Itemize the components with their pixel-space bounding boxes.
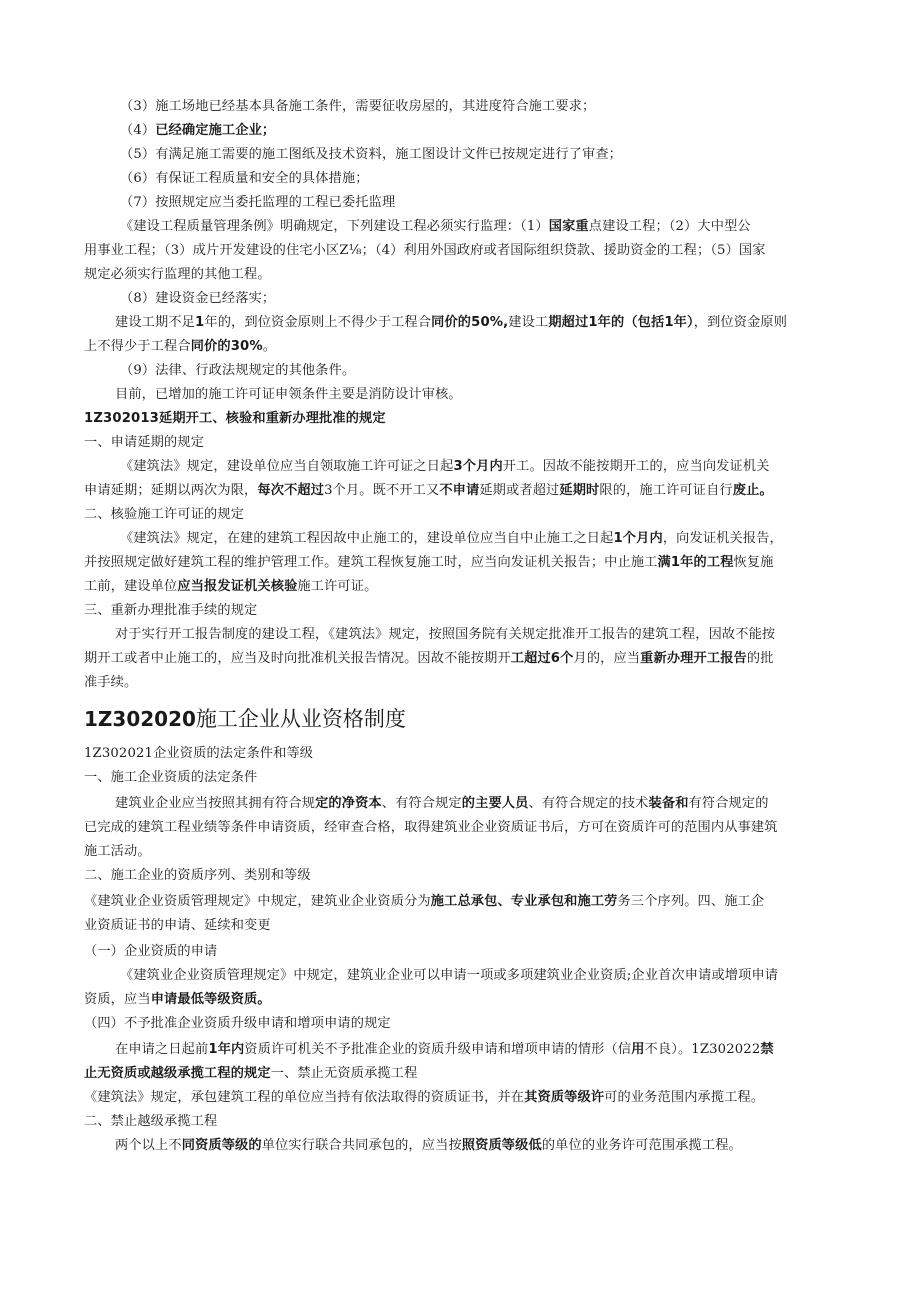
text-segment: 两个以上不 <box>115 1138 182 1153</box>
text-segment: 、有符合规定 <box>381 796 462 811</box>
text-segment: 《建筑法》规定，在建的建筑工程因故中止施工的，建设单位应当自中止施工之日起 <box>120 531 614 546</box>
text-line <box>84 768 257 788</box>
text-line <box>120 145 622 165</box>
text-segment: 目前，已增加的施工许可证申领条件主要是消防设计审核。 <box>115 387 462 402</box>
text-line <box>120 966 778 986</box>
text-line <box>84 673 137 693</box>
text-segment: 建设工期不足 <box>115 315 196 330</box>
bold-text-segment: 用 <box>631 1042 645 1057</box>
text-line <box>84 1064 417 1084</box>
text-segment: 、有符合规定的技术 <box>528 796 649 811</box>
bold-text-segment: 同资质等级的 <box>181 1138 262 1153</box>
text-segment: ，向发证机关报告， <box>662 531 783 546</box>
bold-text-segment: 同价的50%, <box>431 315 509 330</box>
text-line <box>84 990 271 1010</box>
text-line <box>84 1112 217 1132</box>
text-line <box>84 265 271 285</box>
section-heading <box>84 706 406 732</box>
text-segment: 二、施工企业的资质序列、类别和等级 <box>84 868 311 883</box>
text-segment: 《建设工程质量管理条例》明确规定，下列建设工程必须实行监理：（1） <box>120 219 549 234</box>
text-segment: 有符合规定的 <box>688 796 769 811</box>
text-segment: 《建筑业企业资质管理规定》中规定，建筑业企业资质分为 <box>84 894 431 909</box>
text-line <box>120 97 595 117</box>
text-line <box>120 121 275 141</box>
text-segment: 并按照规定做好建筑工程的维护管理工作。建筑工程恢复施工时，应当向发证机关报告；中止施工 <box>84 555 658 570</box>
text-line <box>115 625 775 645</box>
text-segment: 一、禁止无资质承揽工程 <box>270 1066 418 1081</box>
bold-text-segment: 其资质等级许 <box>524 1090 605 1105</box>
text-line <box>84 601 257 621</box>
text-segment: 规定必须实行监理的其他工程。 <box>84 267 271 282</box>
text-segment: 限的，施工许可证自行 <box>599 483 733 498</box>
text-line <box>120 289 275 309</box>
text-segment: 资质许可机关不予批准企业的资质升级申请和增项申请的情形（信 <box>244 1042 632 1057</box>
text-segment: 上不得少于工程合 <box>84 339 191 354</box>
text-line <box>120 361 355 381</box>
text-segment: 准手续。 <box>84 675 138 690</box>
bold-text-segment: 延期时 <box>559 483 600 498</box>
text-segment: 二、禁止越级承揽工程 <box>84 1114 218 1129</box>
text-segment: （4） <box>120 123 156 138</box>
text-segment: （一）企业资质的申请 <box>84 944 218 959</box>
text-line <box>120 457 770 477</box>
text-line <box>84 744 313 764</box>
text-segment: 已完成的建筑工程业绩等条件申请资质，经审查合格，取得建筑业企业资质证书后，方可在资质许可的范围内从事建筑 <box>84 820 778 835</box>
bold-text-segment: 1Z302013 <box>84 411 159 426</box>
text-line <box>84 866 311 886</box>
text-segment: （四）不予批准企业资质升级申请和增项申请的规定 <box>84 1016 391 1031</box>
section-heading-code: 1Z302020 <box>84 707 196 731</box>
text-segment: 不良）。1Z302022 <box>644 1042 761 1057</box>
text-segment: 年的，到位资金原则上不得少于工程合 <box>204 315 432 330</box>
text-segment: 用事业工程；（3）成片开发建设的住宅小区Z⅛；（4）利用外国政府或者国际组织贷款、援助资金的工程；（5）国家 <box>84 243 766 258</box>
bold-text-segment: 3个月内 <box>453 459 503 474</box>
text-line <box>84 433 204 453</box>
bold-text-segment: 不申请 <box>439 483 480 498</box>
bold-text-segment: 装备和 <box>648 796 689 811</box>
text-line <box>84 892 764 912</box>
bold-text-segment: 满1年的工程 <box>657 555 734 570</box>
text-segment: 开工。因故不能按期开工的，应当向发证机关 <box>502 459 770 474</box>
text-line <box>84 409 386 429</box>
text-line <box>115 1136 742 1156</box>
bold-text-segment: 的主要人员 <box>461 796 529 811</box>
text-segment: 。 <box>262 339 277 354</box>
text-line <box>120 529 783 549</box>
bold-text-segment: 已经确定施工企业； <box>155 123 276 138</box>
text-segment: （9）法律、行政法规规定的其他条件。 <box>120 363 356 378</box>
text-segment: 资质，应当 <box>84 992 151 1007</box>
text-line <box>115 385 462 405</box>
text-segment: 一、申请延期的规定 <box>84 435 205 450</box>
text-line <box>84 553 774 573</box>
text-segment: （7）按照规定应当委托监理的工程已委托监理 <box>120 195 396 210</box>
text-line <box>84 241 766 261</box>
text-line <box>120 193 395 213</box>
text-line <box>84 577 377 597</box>
bold-text-segment: 同价的30% <box>190 339 263 354</box>
text-segment: ，到位资金原则 <box>693 315 788 330</box>
text-line <box>84 505 244 525</box>
text-segment: 《建筑法》规定，建设单位应当自领取施工许可证之日起 <box>120 459 454 474</box>
text-segment: 点建设工程；（2）大中型公 <box>588 219 751 234</box>
text-segment: 延期或者超过 <box>479 483 560 498</box>
bold-text-segment: 期超过1年的（包括1年） <box>548 315 694 330</box>
text-segment: 施工许可证。 <box>297 579 378 594</box>
text-line <box>84 842 151 862</box>
text-segment: 3个月。既不开工又 <box>324 483 440 498</box>
text-segment: 1Z302021企业资质的法定条件和等级 <box>84 746 314 761</box>
text-segment: 工前，建设单位 <box>84 579 178 594</box>
text-line <box>115 794 769 814</box>
bold-text-segment: 延期开工、核验和重新办理批准的规定 <box>159 411 386 426</box>
text-segment: 一、施工企业资质的法定条件 <box>84 770 258 785</box>
text-line <box>84 916 271 936</box>
text-line <box>84 1088 764 1108</box>
text-segment: 单位实行联合共同承包的，应当按 <box>261 1138 462 1153</box>
bold-text-segment: 1年内 <box>208 1042 245 1057</box>
bold-text-segment: 1 <box>195 315 205 330</box>
text-line <box>120 169 369 189</box>
bold-text-segment: 施工总承包、专业承包和施工劳 <box>430 894 618 909</box>
text-segment: （5）有满足施工需要的施工图纸及技术资料，施工图设计文件已按规定进行了审查； <box>120 147 623 162</box>
text-segment: 施工活动。 <box>84 844 151 859</box>
text-segment: 月的，应当 <box>573 651 641 666</box>
bold-text-segment: 应当报发证机关核验 <box>177 579 298 594</box>
text-segment: 可的业务范围内承揽工程。 <box>604 1090 765 1105</box>
text-line <box>84 818 778 838</box>
text-line <box>84 337 276 357</box>
text-segment: 《建筑业企业资质管理规定》中规定，建筑业企业可以申请一项或多项建筑业企业资质;企业首次申请或增项申请 <box>120 968 779 983</box>
text-line <box>120 217 751 237</box>
bold-text-segment: 照资质等级低 <box>461 1138 542 1153</box>
text-segment: 三、重新办理批准手续的规定 <box>84 603 258 618</box>
bold-text-segment: 工超过6个 <box>510 651 574 666</box>
bold-text-segment: 止无资质或越级承揽工程的规定 <box>84 1066 271 1081</box>
bold-text-segment: 废止。 <box>732 483 773 498</box>
text-line <box>84 942 217 962</box>
bold-text-segment: 禁 <box>760 1042 774 1057</box>
text-segment: 申请延期；延期以两次为限， <box>84 483 258 498</box>
section-heading-title: 施工企业从业资格制度 <box>195 707 406 731</box>
bold-text-segment: 国家重 <box>548 219 589 234</box>
text-segment: （6）有保证工程质量和安全的具体措施； <box>120 171 369 186</box>
text-segment: 建设工 <box>508 315 549 330</box>
text-segment: 对于实行开工报告制度的建设工程，《建筑法》规定，按照国务院有关规定批准开工报告的建筑工程，因故不能按 <box>115 627 776 642</box>
text-segment: 业资质证书的申请、延续和变更 <box>84 918 271 933</box>
text-segment: （8）建设资金已经落实； <box>120 291 276 306</box>
text-segment: 期开工或者中止施工的，应当及时向批准机关报告情况。因故不能按期开 <box>84 651 511 666</box>
bold-text-segment: 申请最低等级资质。 <box>150 992 271 1007</box>
text-line <box>115 313 787 333</box>
text-segment: 二、核验施工许可证的规定 <box>84 507 245 522</box>
bold-text-segment: 定的净资本 <box>315 796 382 811</box>
text-line <box>115 1040 774 1060</box>
text-segment: 务三个序列。四、施工企 <box>617 894 765 909</box>
text-segment: （3）施工场地已经基本具备施工条件，需要征收房屋的，其进度符合施工要求； <box>120 99 596 114</box>
text-line <box>84 1014 391 1034</box>
text-segment: 的批 <box>746 651 774 666</box>
text-line <box>84 481 773 501</box>
text-line <box>84 649 774 669</box>
text-segment: 建筑业企业应当按照其拥有符合规 <box>115 796 316 811</box>
bold-text-segment: 1个月内 <box>613 531 663 546</box>
text-segment: 《建筑法》规定，承包建筑工程的单位应当持有依法取得的资质证书，并在 <box>84 1090 525 1105</box>
text-segment: 在申请之日起前 <box>115 1042 209 1057</box>
text-segment: 的单位的业务许可范围承揽工程。 <box>541 1138 742 1153</box>
bold-text-segment: 重新办理开工报告 <box>640 651 747 666</box>
bold-text-segment: 每次不超过 <box>257 483 325 498</box>
text-segment: 恢复施 <box>733 555 774 570</box>
